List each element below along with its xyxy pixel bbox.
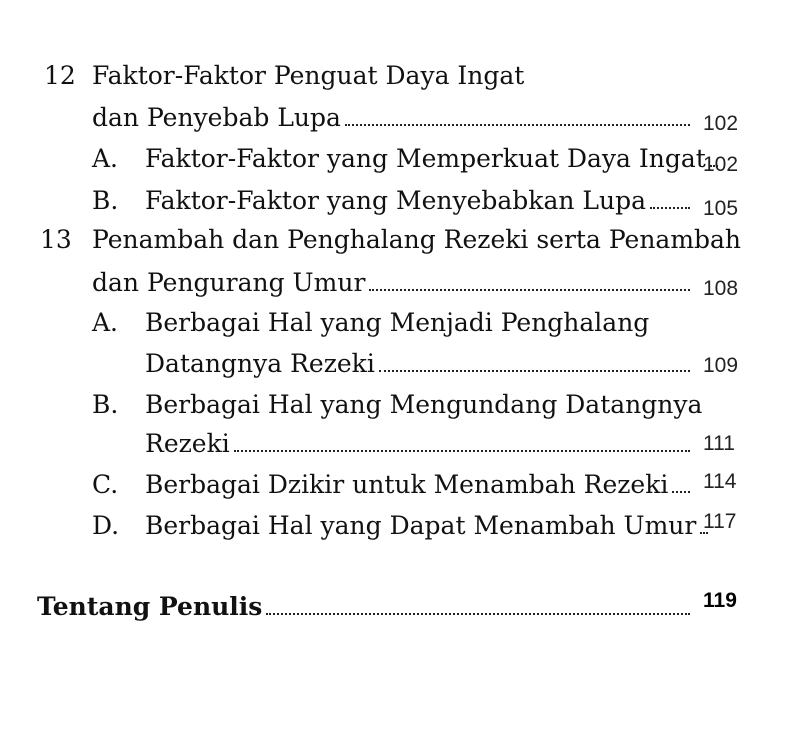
chapter-12-entry[interactable] — [92, 98, 696, 138]
item-title: Faktor-Faktor yang Menyebabkan Lupa — [145, 186, 647, 215]
dot-leader — [234, 450, 690, 452]
chapter-12-page-number: 102 — [703, 112, 739, 135]
about-author-title: Tentang Penulis — [37, 592, 263, 621]
item-title: Berbagai Dzikir untuk Menambah Rezeki — [145, 470, 669, 499]
chapter-13-item-b-entry[interactable] — [145, 424, 696, 464]
chapter-12-number: 12 — [44, 61, 76, 90]
item-letter: B. — [92, 390, 119, 419]
dot-leader — [379, 370, 690, 372]
item-title-line2: Rezeki — [145, 429, 230, 458]
about-author-page-number: 119 — [703, 589, 737, 612]
chapter-12-title-line1: Faktor-Faktor Penguat Daya Ingat — [92, 61, 525, 90]
chapter-13-item-c-row — [0, 465, 800, 505]
chapter-12-title-line2: dan Penyebab Lupa — [92, 103, 341, 132]
item-page-number: 105 — [703, 197, 739, 220]
chapter-12-item-b-row — [0, 181, 800, 221]
item-page-number: 117 — [703, 510, 737, 533]
dot-leader — [369, 289, 690, 291]
item-title-line1: Berbagai Hal yang Mengundang Datangnya — [145, 390, 703, 419]
chapter-13-title-row — [0, 263, 800, 303]
item-letter: A. — [92, 144, 119, 173]
item-page-number: 111 — [703, 432, 735, 455]
chapter-13-item-d-row — [0, 506, 800, 546]
item-title-line1: Berbagai Hal yang Menjadi Penghalang — [145, 308, 650, 337]
chapter-13-entry[interactable] — [92, 263, 696, 303]
chapter-12-item-a-row — [0, 139, 800, 179]
item-letter: A. — [92, 308, 119, 337]
about-author-entry[interactable] — [37, 587, 696, 627]
chapter-13-item-a-row2 — [0, 344, 800, 384]
item-page-number: 102 — [703, 153, 739, 176]
chapter-13-page-number: 108 — [703, 277, 739, 300]
chapter-13-heading-row — [0, 220, 800, 260]
dot-leader — [266, 613, 690, 615]
chapter-12-item-b-entry[interactable] — [145, 181, 696, 221]
item-letter: B. — [92, 186, 119, 215]
chapter-12-heading-row — [0, 56, 800, 96]
item-title: Berbagai Hal yang Dapat Menambah Umur — [145, 511, 697, 540]
chapter-13-title-line1: Penambah dan Penghalang Rezeki serta Penambah — [92, 225, 742, 254]
chapter-13-item-a-row1 — [0, 303, 800, 343]
item-letter: D. — [92, 511, 120, 540]
chapter-13-title-line2: dan Pengurang Umur — [92, 268, 366, 297]
chapter-13-item-d-entry[interactable] — [145, 506, 696, 546]
dot-leader — [672, 491, 690, 493]
chapter-13-item-a-entry[interactable] — [145, 344, 696, 384]
item-title: Faktor-Faktor yang Memperkuat Daya Ingat — [145, 144, 706, 173]
item-page-number: 109 — [703, 354, 739, 377]
dot-leader — [650, 207, 690, 209]
about-author-row — [0, 587, 800, 627]
chapter-12-title-row — [0, 98, 800, 138]
chapter-13-item-b-row1 — [0, 385, 800, 425]
item-page-number: 114 — [703, 470, 737, 493]
item-title-line2: Datangnya Rezeki — [145, 349, 375, 378]
chapter-13-number: 13 — [40, 225, 72, 254]
chapter-13-item-c-entry[interactable] — [145, 465, 696, 505]
item-letter: C. — [92, 470, 119, 499]
dot-leader — [345, 124, 690, 126]
chapter-12-item-a-entry[interactable] — [145, 139, 706, 179]
chapter-13-item-b-row2 — [0, 424, 800, 464]
